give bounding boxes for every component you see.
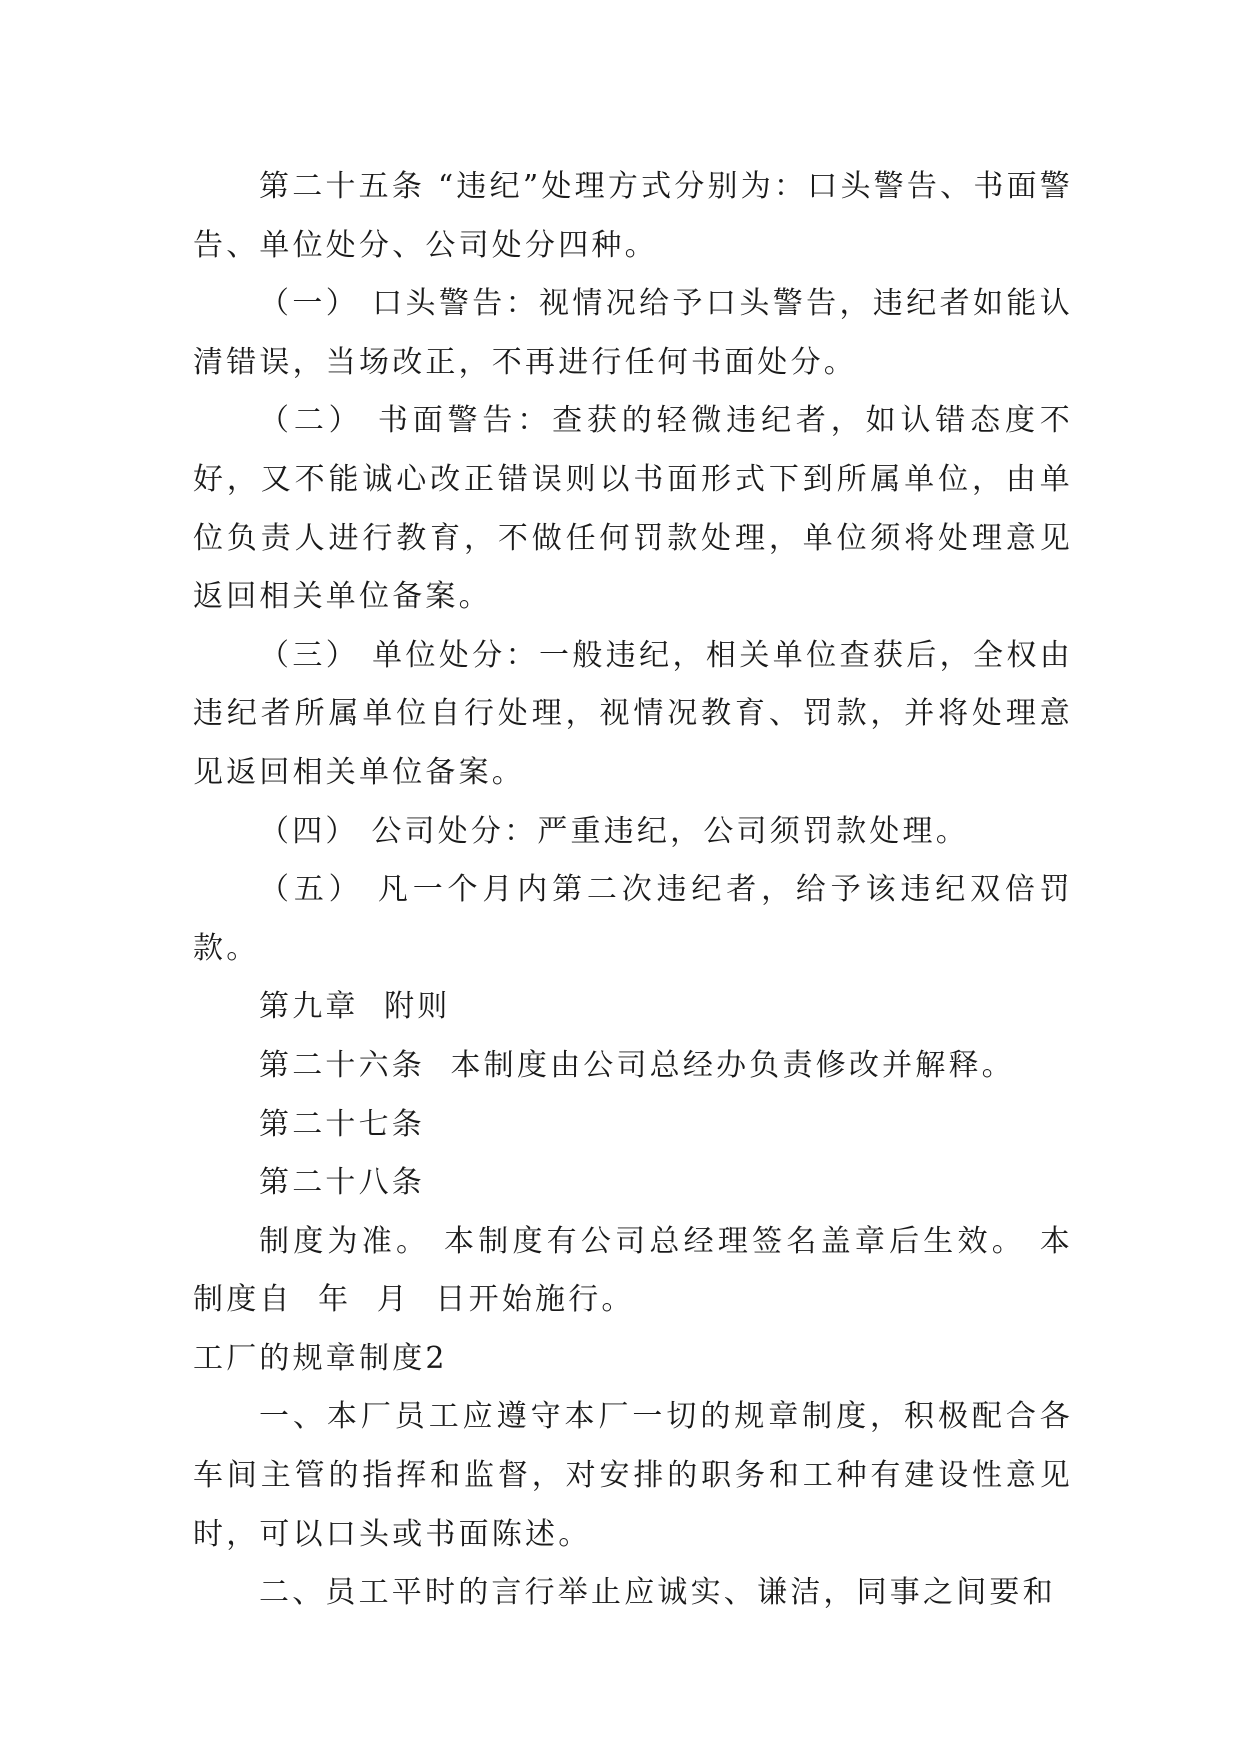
article-26: 第二十六条 本制度由公司总经办负责修改并解释。	[259, 1047, 1015, 1083]
article-28: 第二十八条	[259, 1165, 425, 1201]
effective-clause: 制度为准。 本制度有公司总经理签名盖章后生效。 本制度自 年 月 日开始施行。	[193, 1223, 1073, 1318]
section-2-title: 工厂的规章制度2	[193, 1340, 448, 1376]
article-27: 第二十七条	[259, 1106, 425, 1142]
article-25-item-2: （二） 书面警告：查获的轻微违纪者，如认错态度不好，又不能诚心改正错误则以书面形式下到所属单位，由单位负责人进行教育，不做任何罚款处理，单位须将处理意见返回相关单位备案。	[193, 403, 1073, 615]
chapter-9-heading: 第九章 附则	[259, 989, 451, 1025]
article-25-item-1: （一） 口头警告：视情况给予口头警告，违纪者如能认清错误，当场改正，不再进行任何书面处分。	[193, 286, 1073, 380]
rule-1: 一、本厂员工应遵守本厂一切的规章制度，积极配合各车间主管的指挥和监督，对安排的职务和工种有建设性意见时，可以口头或书面陈述。	[193, 1399, 1073, 1552]
article-25-item-3: （三） 单位处分：一般违纪，相关单位查获后，全权由违纪者所属单位自行处理，视情况教育、罚款，并将处理意见返回相关单位备案。	[193, 637, 1073, 790]
document-body	[193, 158, 1073, 1623]
article-25-item-4: （四） 公司处分：严重违纪，公司须罚款处理。	[259, 813, 969, 849]
article-25: 第二十五条 “违纪”处理方式分别为：口头警告、书面警告、单位处分、公司处分四种。	[193, 169, 1073, 263]
rule-2: 二、员工平时的言行举止应诚实、谦洁，同事之间要和	[259, 1575, 1056, 1611]
article-25-item-5: （五） 凡一个月内第二次违纪者，给予该违纪双倍罚款。	[193, 872, 1073, 966]
